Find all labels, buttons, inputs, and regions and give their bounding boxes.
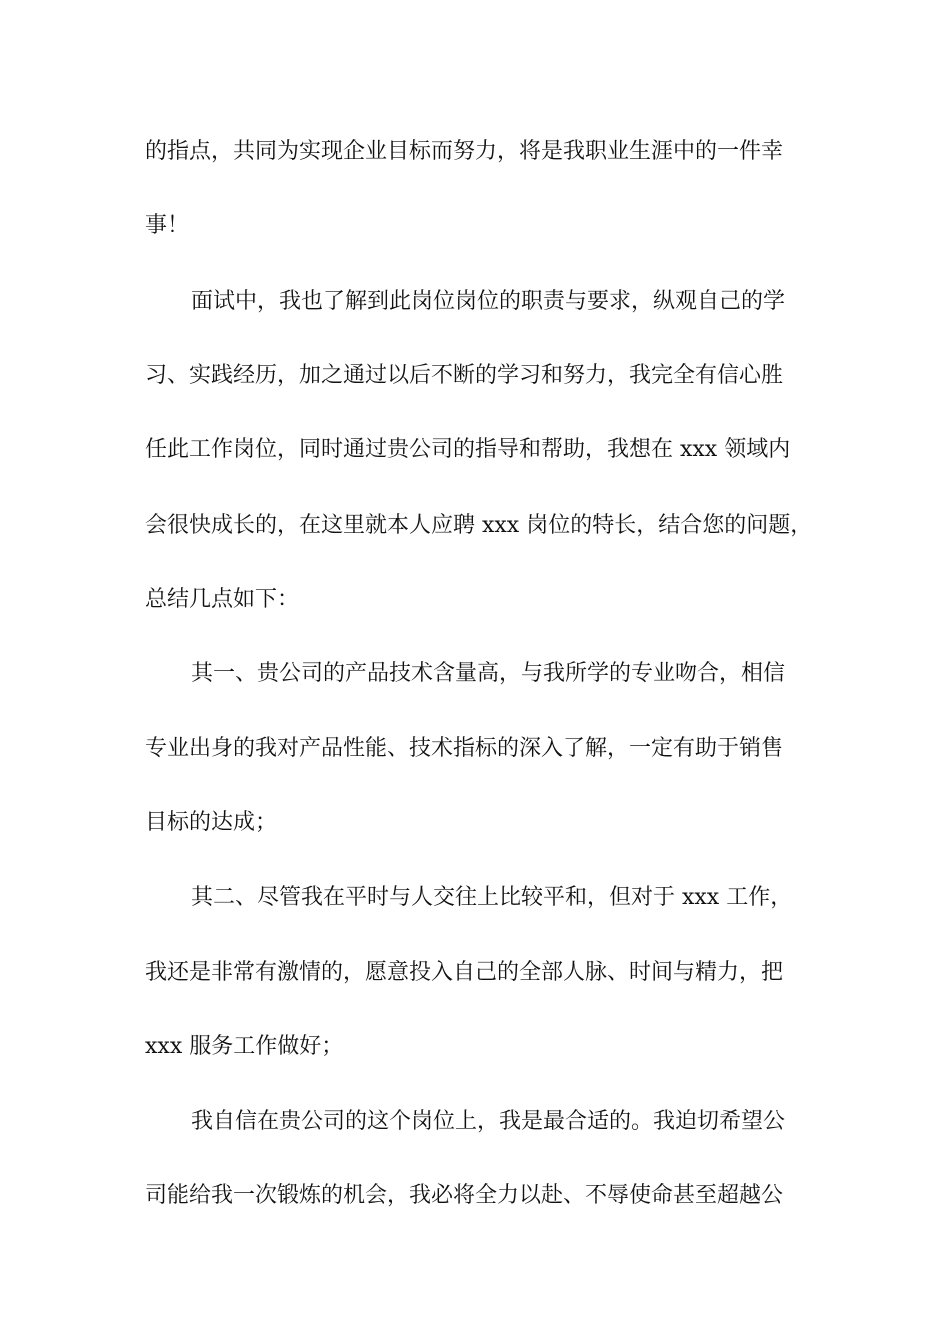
text-line: 的指点，共同为实现企业目标而努力，将是我职业生涯中的一件幸 — [145, 139, 784, 164]
text-line: 专业出身的我对产品性能、技术指标的深入了解，一定有助于销售 — [145, 736, 784, 761]
text-line: 任此工作岗位，同时通过贵公司的指导和帮助，我想在 xxx 领域内 — [145, 437, 791, 462]
text-line: 习、实践经历，加之通过以后不断的学习和努力，我完全有信心胜 — [145, 363, 784, 388]
paragraph-start-line: 我自信在贵公司的这个岗位上，我是最合适的。我迫切希望公 — [191, 1109, 786, 1134]
text-line: 会很快成长的，在这里就本人应聘 xxx 岗位的特长，结合您的问题， — [145, 513, 813, 538]
paragraph-start-line: 其二、尽管我在平时与人交往上比较平和，但对于 xxx 工作， — [191, 885, 793, 910]
text-line: 我还是非常有激情的，愿意投入自己的全部人脉、时间与精力，把 — [145, 960, 784, 985]
paragraph-start-line: 面试中，我也了解到此岗位岗位的职责与要求，纵观自己的学 — [191, 289, 786, 314]
text-line: xxx 服务工作做好； — [145, 1034, 344, 1059]
text-line: 总结几点如下： — [145, 587, 300, 612]
text-line: 目标的达成； — [145, 810, 278, 835]
text-line: 事！ — [145, 213, 190, 238]
text-line: 司能给我一次锻炼的机会，我必将全力以赴、不辱使命甚至超越公 — [145, 1183, 784, 1208]
paragraph-start-line: 其一、贵公司的产品技术含量高，与我所学的专业吻合，相信 — [191, 661, 786, 686]
